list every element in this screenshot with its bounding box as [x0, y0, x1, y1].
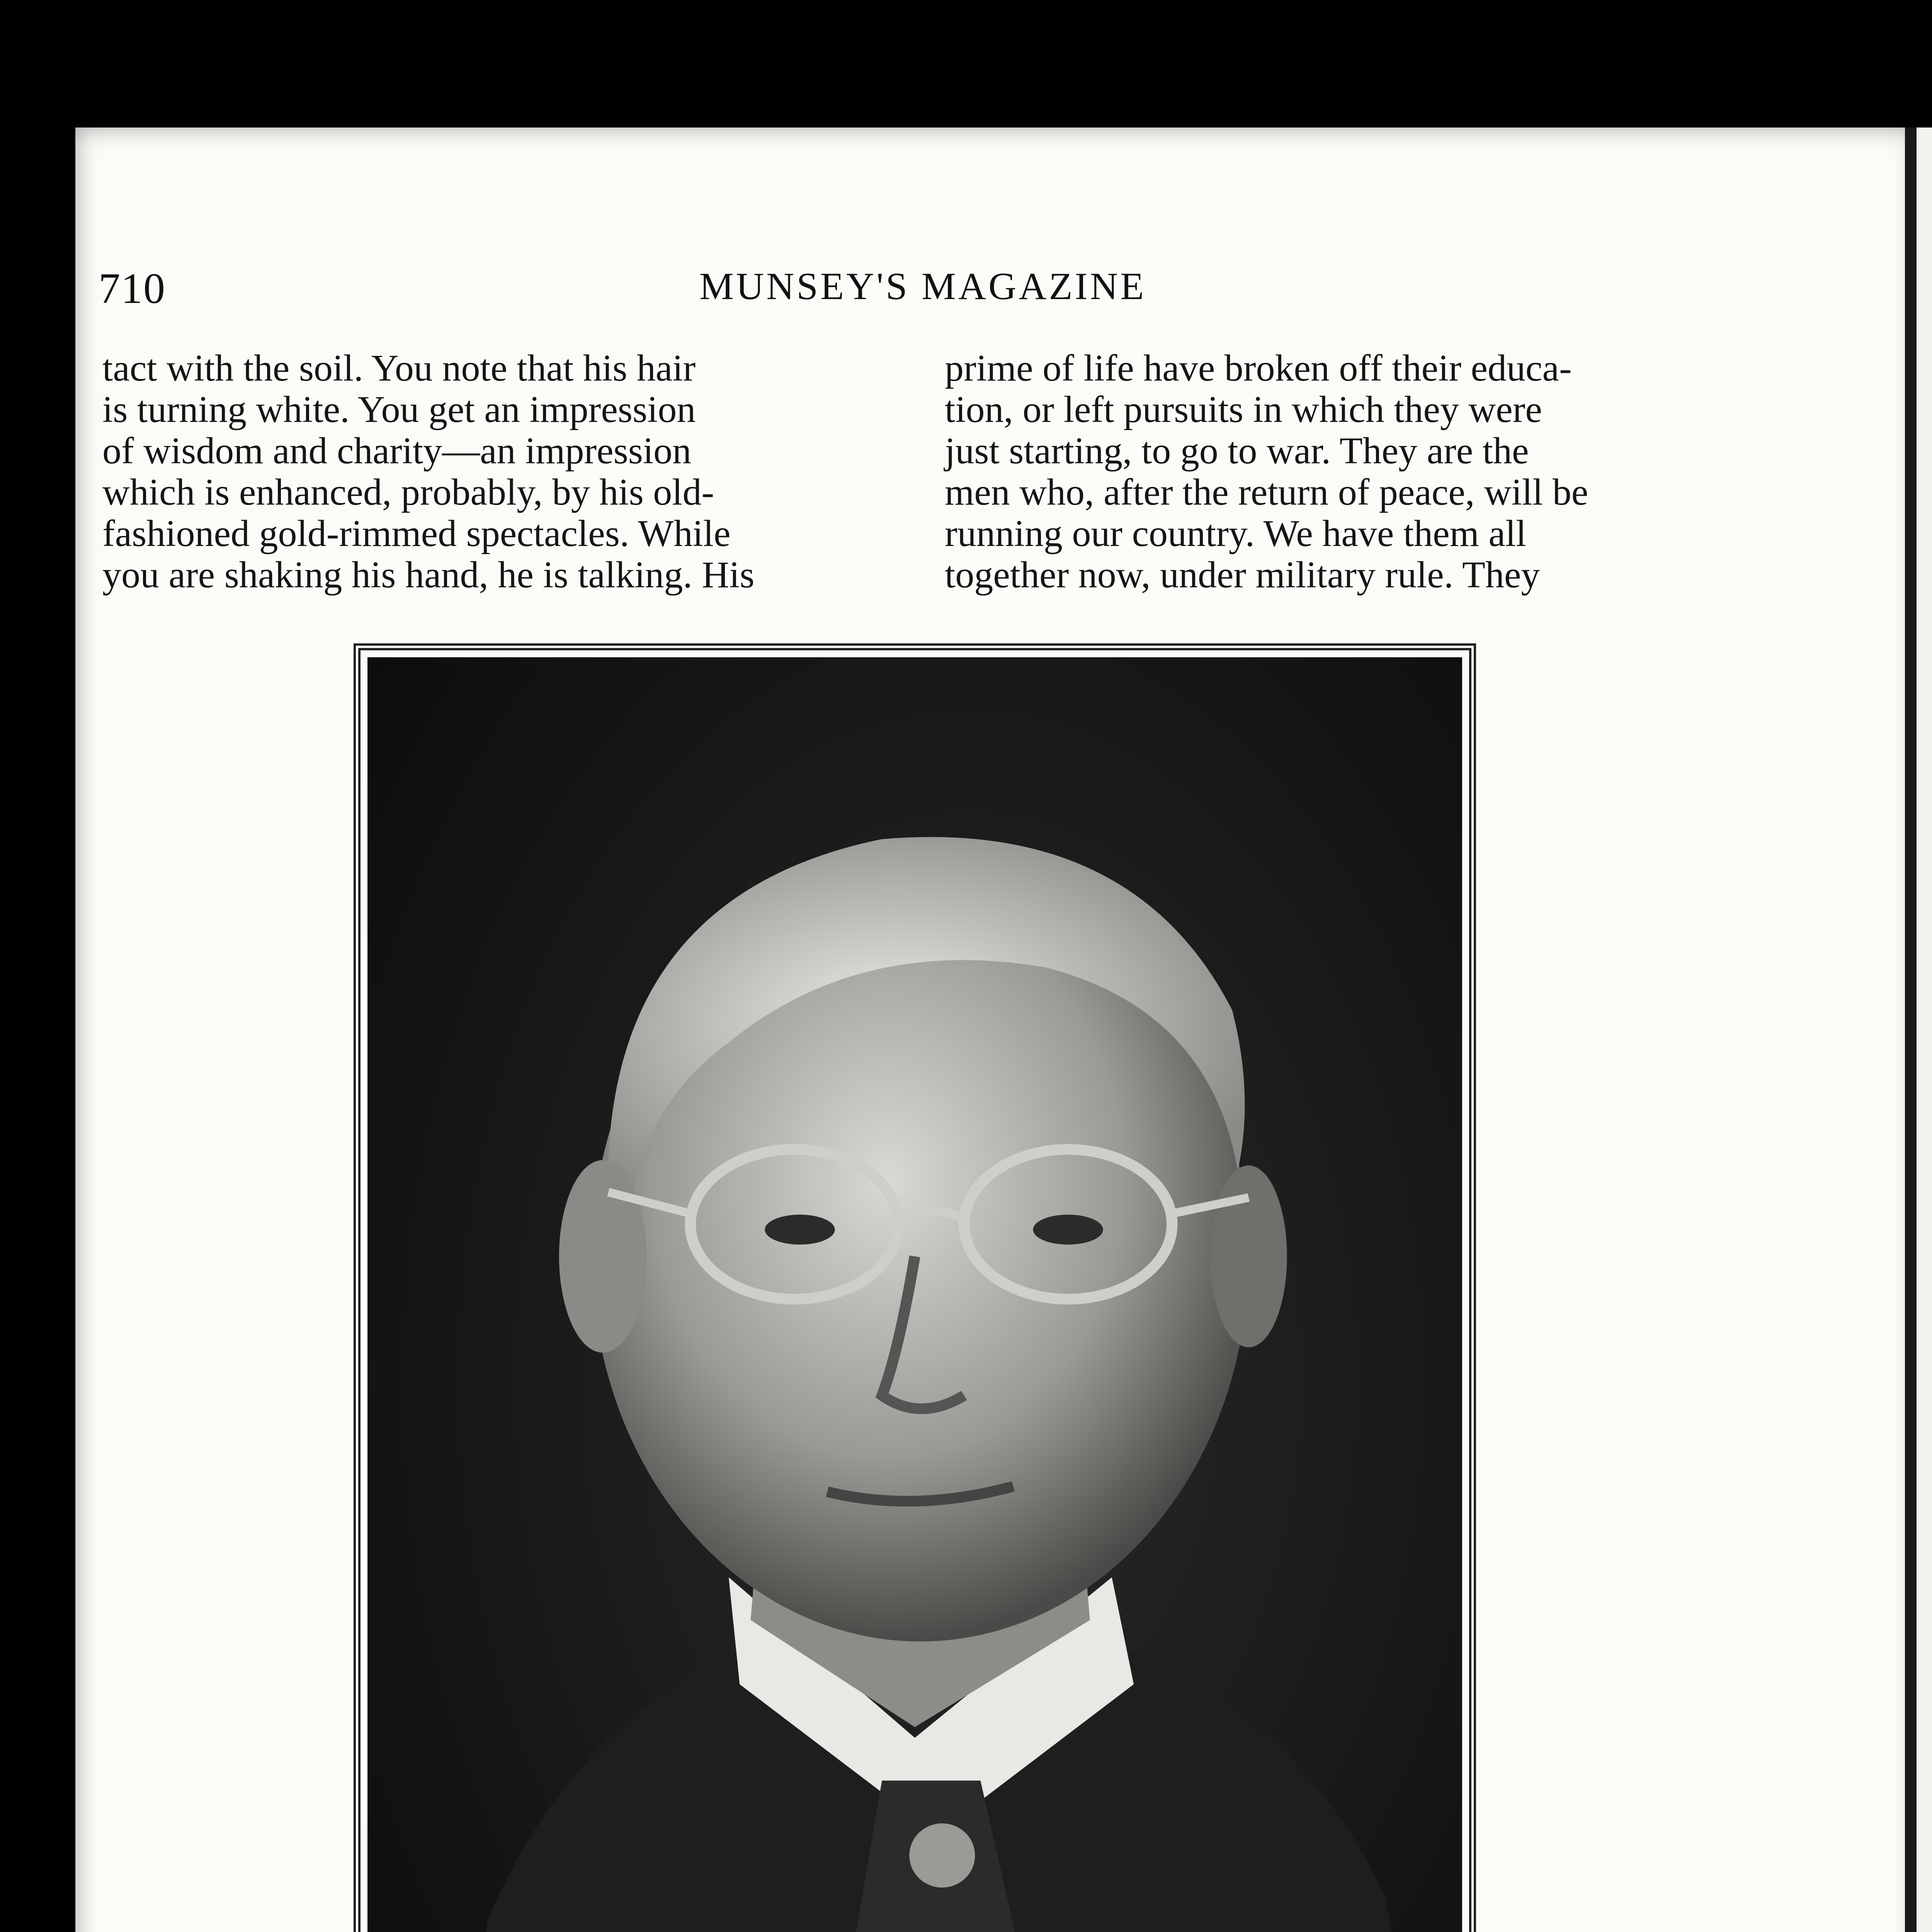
- portrait-frame: [354, 643, 1476, 1932]
- page-number: 710: [99, 265, 166, 313]
- portrait-photo: [367, 657, 1462, 1932]
- body-text-top-right: prime of life have broken off their educa- tion, or left pursuits in which they were just starting, to go to war. They are the men who, after the return of peace, will be running our country. We have them all together now, under military rule. They: [945, 347, 1588, 596]
- portrait-illustration: [367, 657, 1462, 1932]
- adjacent-page-edge: [1905, 128, 1932, 1932]
- running-title: MUNSEY'S MAGAZINE: [699, 265, 1146, 308]
- body-text-top-left: tact with the soil. You note that his hair is turning white. You get an impression of wisdom and charity—an impression which is enhanced, probably, by his old- fashioned gold-rimmed spectacles. While you are shaking his hand, he is talking. His: [102, 347, 755, 596]
